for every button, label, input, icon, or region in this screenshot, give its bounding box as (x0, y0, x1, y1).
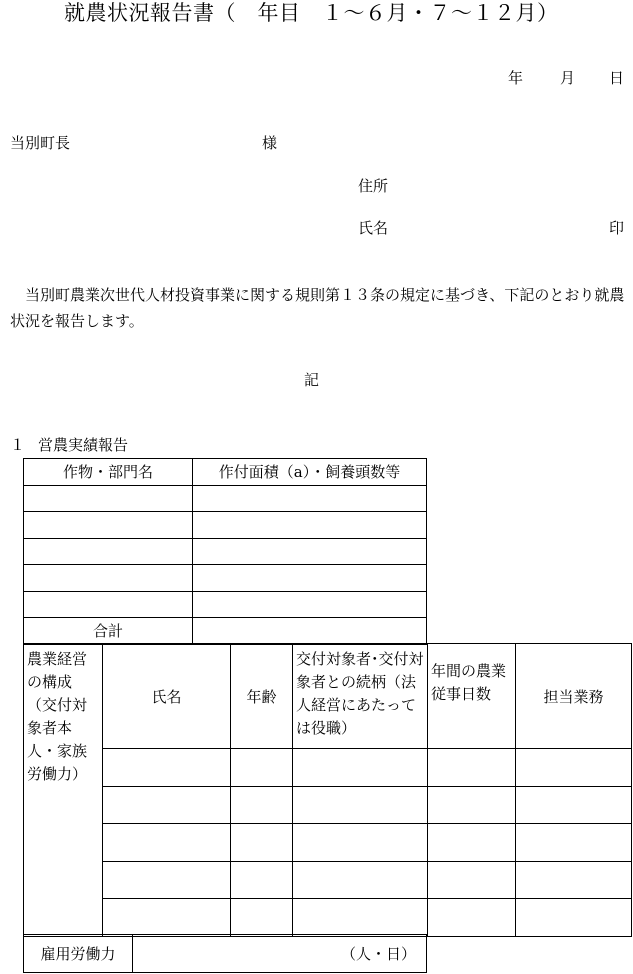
crop-header-area: 作付面積（a）・飼養頭数等 (193, 459, 427, 486)
labor-row (24, 899, 632, 937)
labor-header-age: 年齢 (231, 644, 293, 749)
crop-area-cell[interactable] (193, 565, 427, 592)
labor-row (24, 861, 632, 899)
labor-age-cell[interactable] (231, 824, 293, 862)
labor-duties-cell[interactable] (516, 824, 632, 862)
body-text: 当別町農業次世代人材投資事業に関する規則第１３条の規定に基づき、下記のとおり就農状況を報告します。 (10, 286, 625, 330)
labor-header-relation: 交付対象者･交付対象者との続柄（法人経営にあたっては役職） (293, 644, 428, 749)
labor-name-cell[interactable] (103, 786, 231, 824)
name-label: 氏名 (358, 219, 389, 237)
section-title: 営農実績報告 (38, 436, 129, 454)
crop-table (23, 458, 427, 645)
labor-header-row (24, 644, 632, 749)
labor-name-cell[interactable] (103, 749, 231, 787)
crop-row (24, 591, 427, 618)
crop-table-header (24, 459, 427, 486)
labor-header-name: 氏名 (103, 644, 231, 749)
addressee-name: 当別町長 (10, 134, 71, 152)
labor-name-cell[interactable] (103, 861, 231, 899)
crop-area-cell[interactable] (193, 485, 427, 512)
labor-duties-cell[interactable] (516, 786, 632, 824)
date-day: 日 (609, 69, 625, 87)
crop-area-cell[interactable] (193, 591, 427, 618)
crop-row (24, 485, 427, 512)
labor-relation-cell[interactable] (293, 749, 428, 787)
crop-name-cell[interactable] (24, 538, 193, 565)
employment-row (24, 935, 427, 973)
date-month: 月 (560, 69, 576, 87)
employment-label: 雇用労働力 (24, 935, 133, 973)
date-year: 年 (508, 69, 524, 87)
crop-row (24, 565, 427, 592)
labor-days-cell[interactable] (428, 824, 516, 862)
employment-table (23, 934, 427, 973)
crop-name-cell[interactable] (24, 591, 193, 618)
document-title: 就農状況報告書（ 年目 １～６月・７～１２月） (64, 1, 559, 25)
address-label: 住所 (358, 177, 389, 195)
labor-age-cell[interactable] (231, 899, 293, 937)
labor-days-cell[interactable] (428, 899, 516, 937)
labor-table (23, 643, 632, 937)
crop-area-cell[interactable] (193, 512, 427, 539)
labor-days-cell[interactable] (428, 786, 516, 824)
labor-row-label: 農業経営の構成（交付対象者本人・家族労働力） (24, 644, 103, 937)
labor-days-cell[interactable] (428, 749, 516, 787)
crop-total-value[interactable] (193, 618, 427, 645)
crop-area-cell[interactable] (193, 538, 427, 565)
labor-relation-cell[interactable] (293, 861, 428, 899)
crop-row (24, 538, 427, 565)
seal-mark: 印 (609, 219, 625, 237)
labor-age-cell[interactable] (231, 786, 293, 824)
employment-value-cell[interactable] (133, 935, 427, 973)
labor-name-cell[interactable] (103, 824, 231, 862)
labor-name-cell[interactable] (103, 899, 231, 937)
employment-unit: （人・日） (340, 945, 416, 963)
labor-age-cell[interactable] (231, 861, 293, 899)
crop-total-label: 合計 (24, 618, 193, 645)
labor-duties-cell[interactable] (516, 899, 632, 937)
crop-total-row (24, 618, 427, 645)
crop-name-cell[interactable] (24, 512, 193, 539)
crop-header-name: 作物・部門名 (24, 459, 193, 486)
crop-name-cell[interactable] (24, 485, 193, 512)
addressee-honorific: 様 (262, 134, 278, 152)
labor-header-duties: 担当業務 (516, 644, 632, 749)
crop-row (24, 512, 427, 539)
labor-row (24, 749, 632, 787)
labor-days-cell[interactable] (428, 861, 516, 899)
ki-heading: 記 (304, 371, 320, 389)
labor-relation-cell[interactable] (293, 899, 428, 937)
labor-relation-cell[interactable] (293, 786, 428, 824)
crop-name-cell[interactable] (24, 565, 193, 592)
section-heading (10, 438, 128, 453)
labor-age-cell[interactable] (231, 749, 293, 787)
labor-row (24, 786, 632, 824)
labor-duties-cell[interactable] (516, 749, 632, 787)
labor-row (24, 824, 632, 862)
labor-duties-cell[interactable] (516, 861, 632, 899)
labor-relation-cell[interactable] (293, 824, 428, 862)
section-number: １ (10, 436, 26, 454)
labor-header-days: 年間の農業従事日数 (428, 644, 516, 749)
